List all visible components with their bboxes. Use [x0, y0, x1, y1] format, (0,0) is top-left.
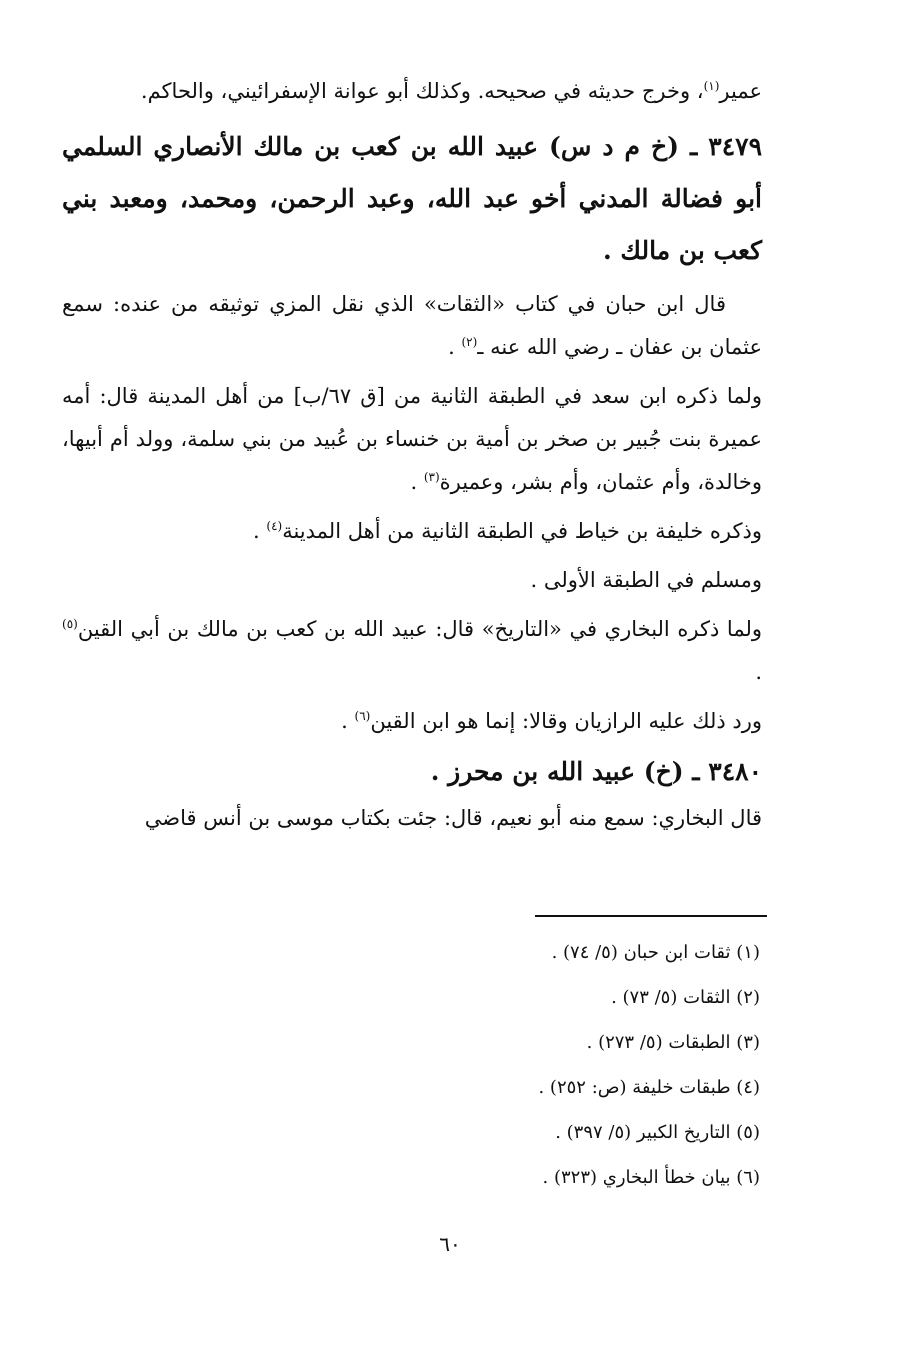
text-run: .	[448, 335, 462, 359]
paragraph-bukhari-2: قال البخاري: سمع منه أبو نعيم، قال: جئت بكتاب موسى بن أنس قاضي	[144, 806, 762, 830]
main-text	[62, 70, 762, 846]
footnote-ref-5[interactable]: (٥)	[62, 617, 78, 631]
footnote-ref-4[interactable]: (٤)	[266, 519, 283, 533]
footnote-ref-6[interactable]: (٦)	[354, 709, 371, 723]
entry-heading-3479: ٣٤٧٩ ـ (خ م د س) عبيد الله بن كعب بن مالك الأنصاري السلمي أبو فضالة المدني أخو عبد الله، وعبد الرحمن، ومحمد، ومعبد بني كعب بن مالك .	[62, 132, 762, 265]
page-number: ٦٠	[439, 1232, 461, 1256]
text-run: قال ابن حبان في كتاب «الثقات» الذي نقل المزي توثيقه من عنده: سمع عثمان بن عفان ـ رضي الله عنه ـ	[62, 292, 762, 359]
text-run: ورد ذلك عليه الرازيان وقالا: إنما هو ابن القين	[370, 709, 762, 733]
footnote-4: (٤) طبقات خليفة (ص: ٢٥٢) .	[538, 1077, 760, 1098]
paragraph-ibn-hibban	[62, 283, 762, 369]
text-run: .	[253, 519, 267, 543]
text-run: ولما ذكره ابن سعد في الطبقة الثانية من [ق ٦٧/ب] من أهل المدينة قال: أمه عميرة بنت جُبير بن صخر بن أمية بن خنساء بن عُبيد من بني سلمة، وولد أم أبيها، وخالدة، وأم عثمان، وأم بشر، وعميرة	[62, 384, 762, 494]
footnote-ref-2[interactable]: (٢)	[461, 335, 478, 349]
footnote-3: (٣) الطبقات (٥/ ٢٧٣) .	[586, 1032, 760, 1053]
footnote-2: (٢) الثقات (٥/ ٧٣) .	[611, 987, 760, 1008]
text-run: .	[410, 470, 424, 494]
text-run: .	[755, 660, 762, 684]
footnote-6: (٦) بيان خطأ البخاري (٣٢٣) .	[542, 1167, 760, 1188]
text-run: .	[341, 709, 355, 733]
paragraph-continuation	[62, 70, 762, 113]
footnote-ref-3[interactable]: (٣)	[423, 470, 440, 484]
paragraph-muslim: ومسلم في الطبقة الأولى .	[530, 568, 762, 592]
footnote-separator	[535, 915, 767, 917]
paragraph-khalifa	[62, 510, 762, 553]
text-run: عمير	[719, 79, 762, 103]
footnote-ref-1[interactable]: (١)	[703, 79, 720, 93]
paragraph-bukhari	[62, 608, 762, 694]
text-run: وذكره خليفة بن خياط في الطبقة الثانية من أهل المدينة	[282, 519, 762, 543]
text-run: ، وخرج حديثه في صحيحه. وكذلك أبو عوانة الإسفرائيني، والحاكم.	[140, 79, 704, 103]
footnote-5: (٥) التاريخ الكبير (٥/ ٣٩٧) .	[555, 1122, 760, 1143]
paragraph-ibn-saad	[62, 375, 762, 504]
text-run: ولما ذكره البخاري في «التاريخ» قال: عبيد الله بن كعب بن مالك بن أبي القين	[77, 617, 762, 641]
footnotes	[420, 930, 760, 1200]
paragraph-raziyan	[62, 700, 762, 743]
entry-heading-3480: ٣٤٨٠ ـ (خ) عبيد الله بن محرز .	[430, 757, 762, 786]
footnote-1: (١) ثقات ابن حبان (٥/ ٧٤) .	[551, 942, 760, 963]
